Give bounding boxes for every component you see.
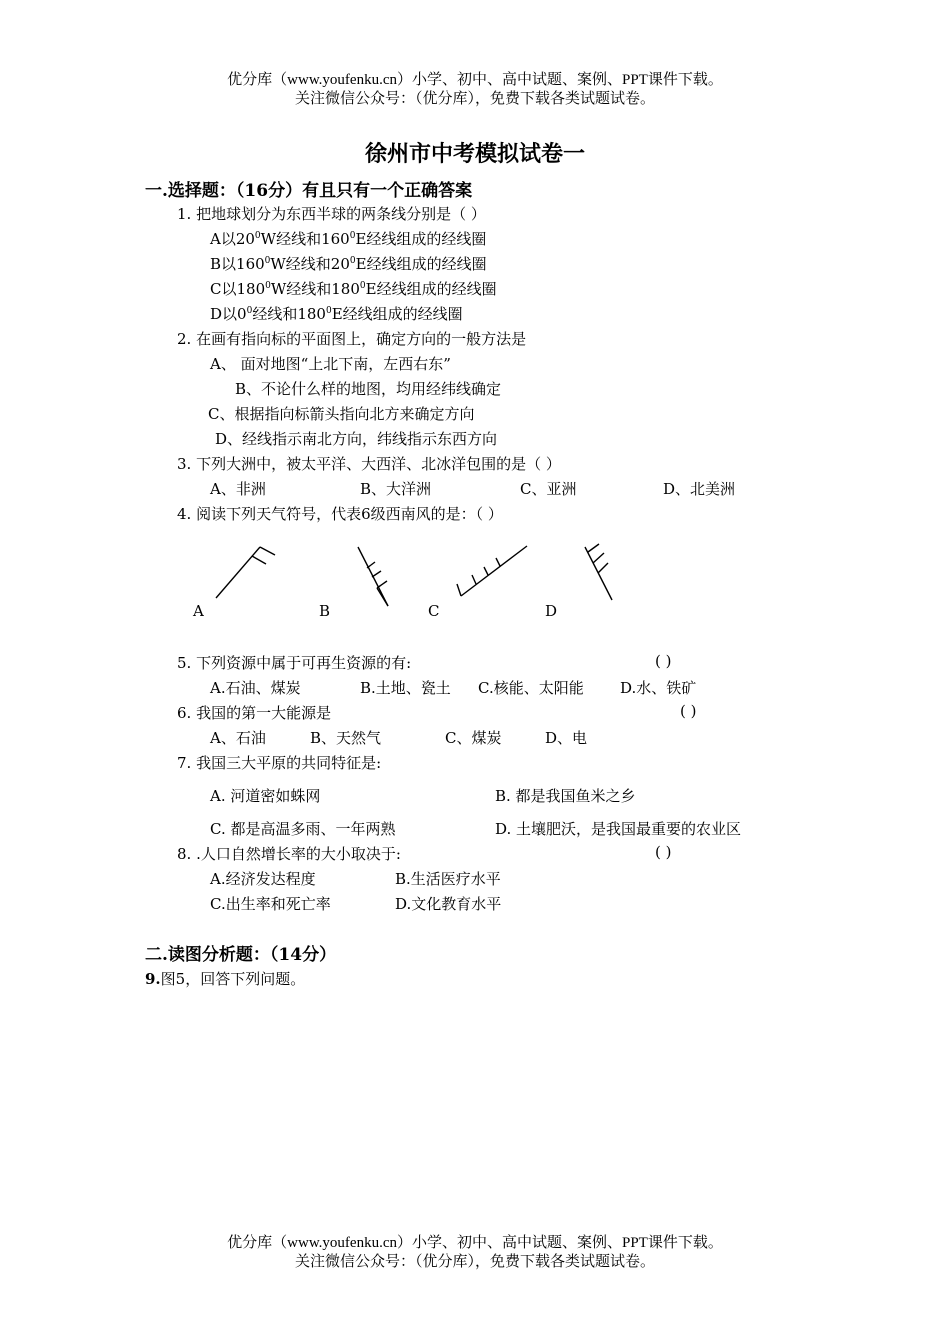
q7-option-a: A. 河道密如蛛网	[210, 787, 321, 805]
q5-stem: 5. 下列资源中属于可再生资源的有:	[177, 654, 412, 672]
q7-option-d: D. 土壤肥沃，是我国最重要的农业区	[495, 820, 742, 838]
wind-symbol-c	[457, 546, 527, 596]
q2-option-a: A、 面对地图“上北下南，左西右东”	[210, 355, 451, 373]
q1-stem: 1. 把地球划分为东西半球的两条线分别是（ ）	[177, 205, 486, 223]
q2-stem: 2. 在画有指向标的平面图上，确定方向的一般方法是	[177, 330, 527, 348]
q3-option-a: A、非洲	[210, 480, 266, 498]
q6-option-b: B、天然气	[310, 729, 382, 747]
q7-option-c: C. 都是高温多雨、一年两熟	[210, 820, 396, 838]
q3-option-c: C、亚洲	[520, 480, 577, 498]
section-1-heading: 一.选择题：（16分）有且只有一个正确答案	[145, 181, 473, 201]
q3-option-b: B、大洋洲	[360, 480, 432, 498]
header-line-2: 关注微信公众号：（优分库），免费下载各类试题试卷。	[294, 91, 655, 107]
q8-option-b: B.生活医疗水平	[395, 870, 501, 888]
q1-option-d: D以$0^0$经线和$180^0E$经线组成的经线圈	[210, 305, 463, 323]
q7-stem: 7. 我国三大平原的共同特征是:	[177, 754, 382, 772]
footer-line-1: 优分库（www.youfenku.cn）小学、初中、高中试题、案例、PPT课件下载。	[227, 1235, 723, 1251]
q8-option-a: A.经济发达程度	[210, 870, 316, 888]
q4-stem: 4. 阅读下列天气符号，代表6级西南风的是：（ ）	[177, 505, 503, 523]
wind-label-c: C	[428, 602, 440, 620]
q5-option-a: A.石油、煤炭	[210, 679, 301, 697]
q5-option-b: B.土地、瓷土	[360, 679, 451, 697]
q6-answer-paren: ( )	[680, 702, 697, 720]
footer-line-2: 关注微信公众号：（优分库），免费下载各类试题试卷。	[294, 1254, 655, 1270]
q8-option-c: C.出生率和死亡率	[210, 895, 331, 913]
q5-answer-paren: ( )	[655, 652, 672, 670]
wind-label-b: B	[319, 602, 331, 620]
q6-option-a: A、石油	[210, 729, 266, 747]
wind-label-a: A	[193, 602, 204, 620]
q6-stem: 6. 我国的第一大能源是	[177, 704, 332, 722]
q3-option-d: D、北美洲	[663, 480, 736, 498]
q2-option-b: B、不论什么样的地图，均用经纬线确定	[235, 380, 502, 398]
q5-option-c: C.核能、太阳能	[478, 679, 584, 697]
q1-option-c: C以$180^0W$经线和$180^0E$经线组成的经线圈	[210, 280, 497, 298]
q9-text: 9.图5，回答下列问题。	[145, 970, 306, 988]
q7-option-b: B. 都是我国鱼米之乡	[495, 787, 636, 805]
q6-option-d: D、电	[545, 729, 588, 747]
q8-answer-paren: ( )	[655, 843, 672, 861]
wind-symbol-a	[216, 547, 275, 598]
wind-symbol-d	[585, 544, 612, 600]
wind-symbols-figure	[180, 535, 640, 610]
q1-option-b: B以$160^0W$经线和$20^0E$经线组成的经线圈	[210, 255, 487, 273]
section-2-heading: 二.读图分析题：（14分）	[145, 945, 337, 965]
q2-option-d: D、经线指示南北方向，纬线指示东西方向	[215, 430, 498, 448]
q6-option-c: C、煤炭	[445, 729, 502, 747]
q8-option-d: D.文化教育水平	[395, 895, 502, 913]
header-line-1: 优分库（www.youfenku.cn）小学、初中、高中试题、案例、PPT课件下载。	[227, 72, 723, 88]
q5-option-d: D.水、铁矿	[620, 679, 697, 697]
q1-option-a: A以$20^0W$经线和$160^0E$经线组成的经线圈	[210, 230, 487, 248]
page-title: 徐州市中考模拟试卷一	[364, 141, 585, 167]
wind-symbol-b	[358, 547, 388, 606]
wind-label-d: D	[545, 602, 558, 620]
q8-stem: 8. .人口自然增长率的大小取决于:	[177, 845, 401, 863]
q2-option-c: C、根据指向标箭头指向北方来确定方向	[208, 405, 475, 423]
q3-stem: 3. 下列大洲中，被太平洋、大西洋、北冰洋包围的是（ ）	[177, 455, 561, 473]
